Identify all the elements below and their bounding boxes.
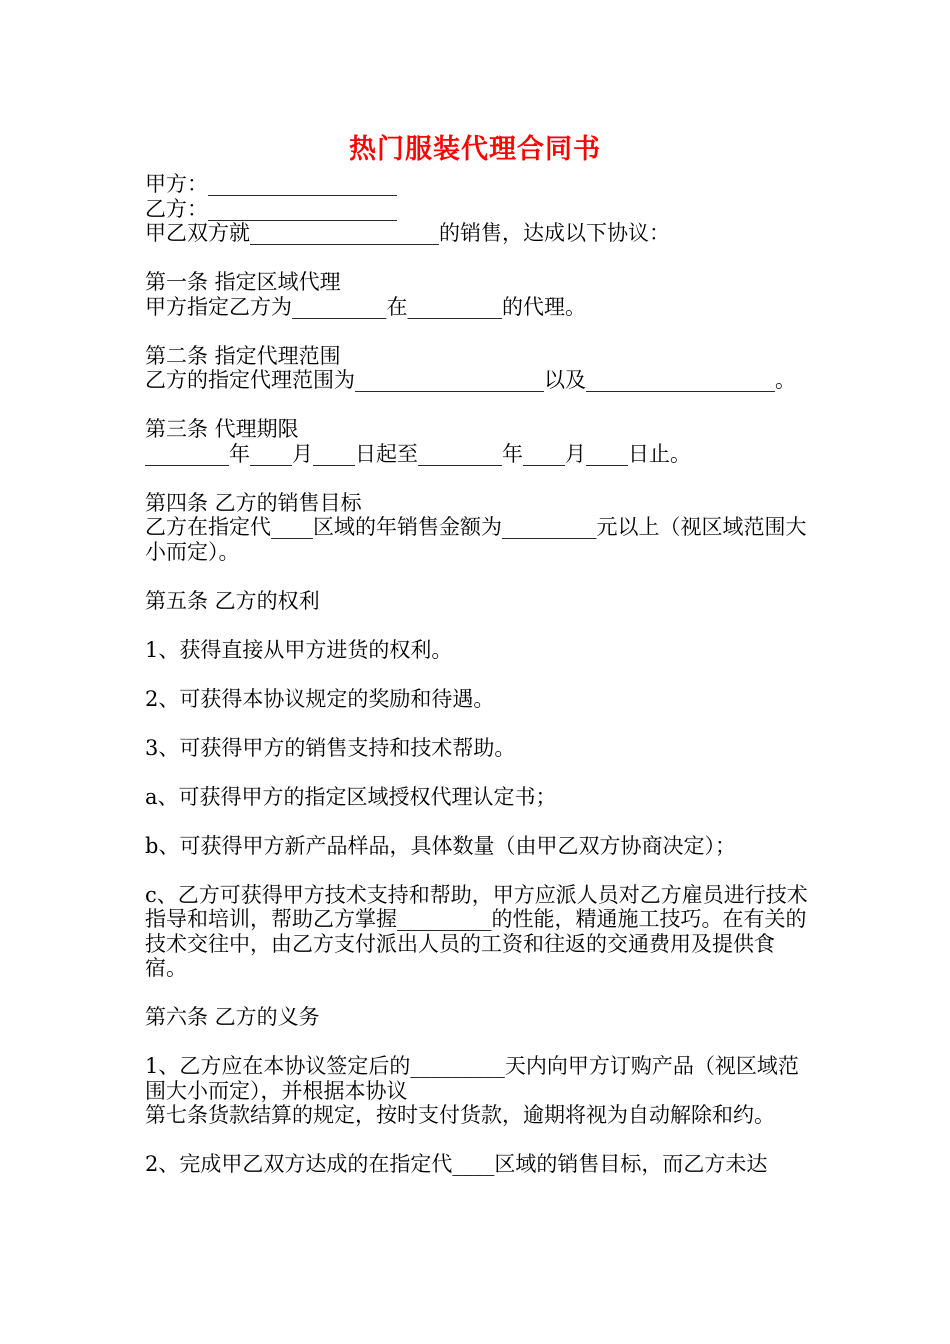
spacer <box>145 662 810 687</box>
spacer <box>145 711 810 736</box>
article-4-body: 乙方在指定代____区域的年销售金额为_________元以上（视区域范围大小而定）。 <box>145 515 807 564</box>
list-item: 1、获得直接从甲方进货的权利。 <box>145 637 453 662</box>
spacer <box>145 393 810 418</box>
party-b-line: 乙方：__________________ <box>145 196 397 221</box>
document-title: 热门服装代理合同书 <box>349 134 601 165</box>
spacer <box>145 613 810 638</box>
spacer <box>145 1128 810 1153</box>
document-body <box>145 172 810 1177</box>
spacer <box>145 319 810 344</box>
list-item: 3、可获得甲方的销售支持和技术帮助。 <box>145 735 516 760</box>
spacer <box>145 809 810 834</box>
spacer <box>145 466 810 491</box>
list-item: b、可获得甲方新产品样品，具体数量（由甲乙双方协商决定）； <box>145 833 736 858</box>
list-item: 1、乙方应在本协议签定后的_________天内向甲方订购产品（视区域范围大小而定），并根据本协议 <box>145 1054 799 1103</box>
article-6-heading: 第六条 乙方的义务 <box>145 1005 320 1029</box>
article-3-heading: 第三条 代理期限 <box>145 417 299 441</box>
list-item: 2、可获得本协议规定的奖励和待遇。 <box>145 686 495 711</box>
article-5-heading: 第五条 乙方的权利 <box>145 588 320 613</box>
spacer <box>145 564 810 589</box>
list-item: 2、完成甲乙双方达成的在指定代____区域的销售目标，而乙方未达 <box>145 1152 768 1176</box>
article-1-heading: 第一条 指定区域代理 <box>145 270 341 294</box>
spacer <box>145 760 810 785</box>
article-1-body: 甲方指定乙方为_________在_________的代理。 <box>145 294 586 319</box>
article-4-heading: 第四条 乙方的销售目标 <box>145 490 362 515</box>
intro-line: 甲乙双方就__________________的销售，达成以下协议： <box>145 221 670 245</box>
spacer <box>145 1030 810 1055</box>
spacer <box>145 246 810 271</box>
list-item: c、乙方可获得甲方技术支持和帮助，甲方应派人员对乙方雇员进行技术指导和培训，帮助乙方掌握_________的性能，精通施工技巧。在有关的技术交往中，由乙方支付派出人员的工资和往返的交通费用及提供食宿。 <box>145 882 808 980</box>
article-3-body: ________年____月____日起至________年____月____日止。 <box>145 441 691 466</box>
party-a-line: 甲方：__________________ <box>145 172 397 196</box>
list-item-continuation: 第七条货款结算的规定，按时支付货款，逾期将视为自动解除和约。 <box>145 1103 775 1127</box>
article-2-heading: 第二条 指定代理范围 <box>145 343 341 368</box>
list-item: a、可获得甲方的指定区域授权代理认定书； <box>145 784 557 809</box>
spacer <box>145 858 810 883</box>
spacer <box>145 981 810 1006</box>
article-2-body: 乙方的指定代理范围为__________________以及__________________。 <box>145 368 796 392</box>
